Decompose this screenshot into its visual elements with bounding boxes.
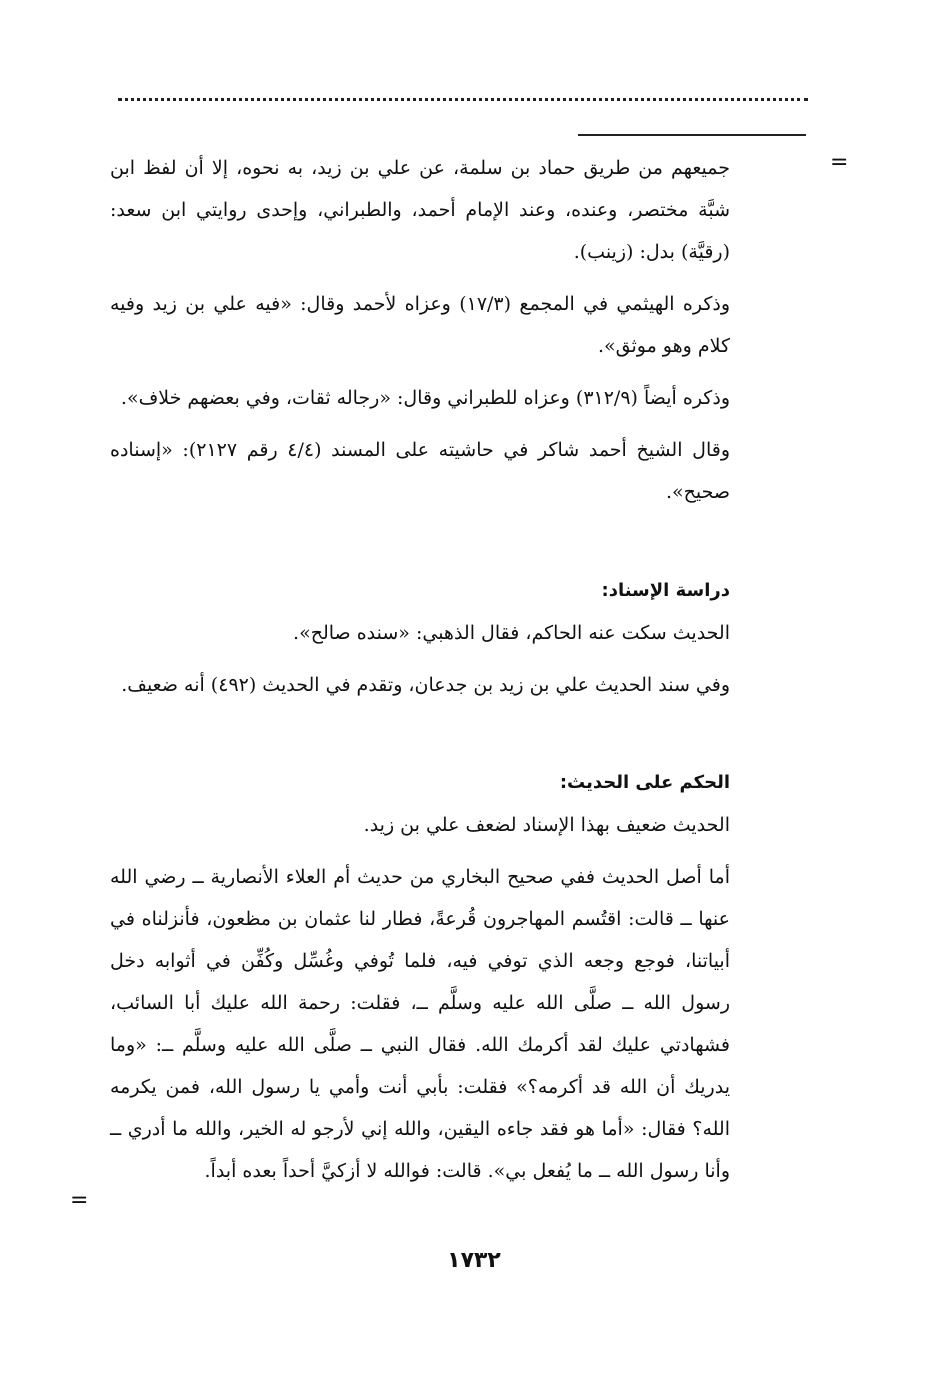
- header-dotted-rule: [118, 98, 808, 101]
- section-heading-isnad: دراسة الإسناد:: [601, 580, 730, 601]
- section-hukm: [110, 762, 730, 1192]
- section-heading-hukm: الحكم على الحديث:: [559, 772, 730, 793]
- footnote-separator-rule: [578, 134, 806, 136]
- page-number: ١٧٣٢: [447, 1248, 501, 1273]
- footnote-block: [110, 147, 730, 513]
- section-isnad: [110, 570, 730, 706]
- hukm-paragraph-2: أما أصل الحديث ففي صحيح البخاري من حديث أم العلاء الأنصارية ــ رضي الله عنها ــ قالت: اقتُسم المهاجرون قُرعةً، فطار لنا عثمان بن مظعون، فأنزلناه في أبياتنا، فوجع وجعه الذي توفي فيه، فلما تُوفي وغُسِّل وكُفِّن في أثوابه دخل رسول الله ــ صلَّى الله عليه وسلَّم ــ، فقلت: رحمة الله عليك أبا السائب، فشهادتي عليك لقد أكرمك الله. فقال النبي ــ صلَّى الله عليه وسلَّم ــ: «وما يدريك أن الله قد أكرمه؟» فقلت: بأبي أنت وأمي يا رسول الله، فمن يكرمه الله؟ فقال: «أما هو فقد جاءه اليقين، والله إني لأرجو له الخير، والله ما أدري ــ وأنا رسول الله ــ ما يُفعل بي». قالت: فوالله لا أزكيَّ أحداً بعده أبداً.: [110, 866, 730, 1182]
- footnote-paragraph-2: وذكره الهيثمي في المجمع (١٧/٣) وعزاه لأحمد وقال: «فيه علي بن زيد وفيه كلام وهو موثق».: [110, 293, 730, 357]
- isnad-paragraph-2: وفي سند الحديث علي بن زيد بن جدعان، وتقدم في الحديث (٤٩٢) أنه ضعيف.: [121, 674, 730, 696]
- hukm-paragraph-1: الحديث ضعيف بهذا الإسناد لضعف علي بن زيد.: [363, 814, 730, 836]
- footnote-paragraph-4: وقال الشيخ أحمد شاكر في حاشيته على المسند (٤/٤ رقم ٢١٢٧): «إسناده صحيح».: [110, 439, 731, 503]
- footnote-paragraph-1: جميعهم من طريق حماد بن سلمة، عن علي بن زيد، به نحوه، إلا أن لفظ ابن شبَّة مختصر، وعنده، وعند الإمام أحمد، والطبراني، وإحدى روايتي ابن سعد: (رقيَّة) بدل: (زينب).: [110, 157, 730, 263]
- section-continuation-mark-bottom: =: [70, 1188, 89, 1213]
- isnad-paragraph-1: الحديث سكت عنه الحاكم، فقال الذهبي: «سنده صالح».: [293, 622, 730, 644]
- footnote-paragraph-3: وذكره أيضاً (٣١٢/٩) وعزاه للطبراني وقال: «رجاله ثقات، وفي بعضهم خلاف».: [120, 387, 730, 409]
- footnote-continuation-mark-top: =: [830, 150, 849, 175]
